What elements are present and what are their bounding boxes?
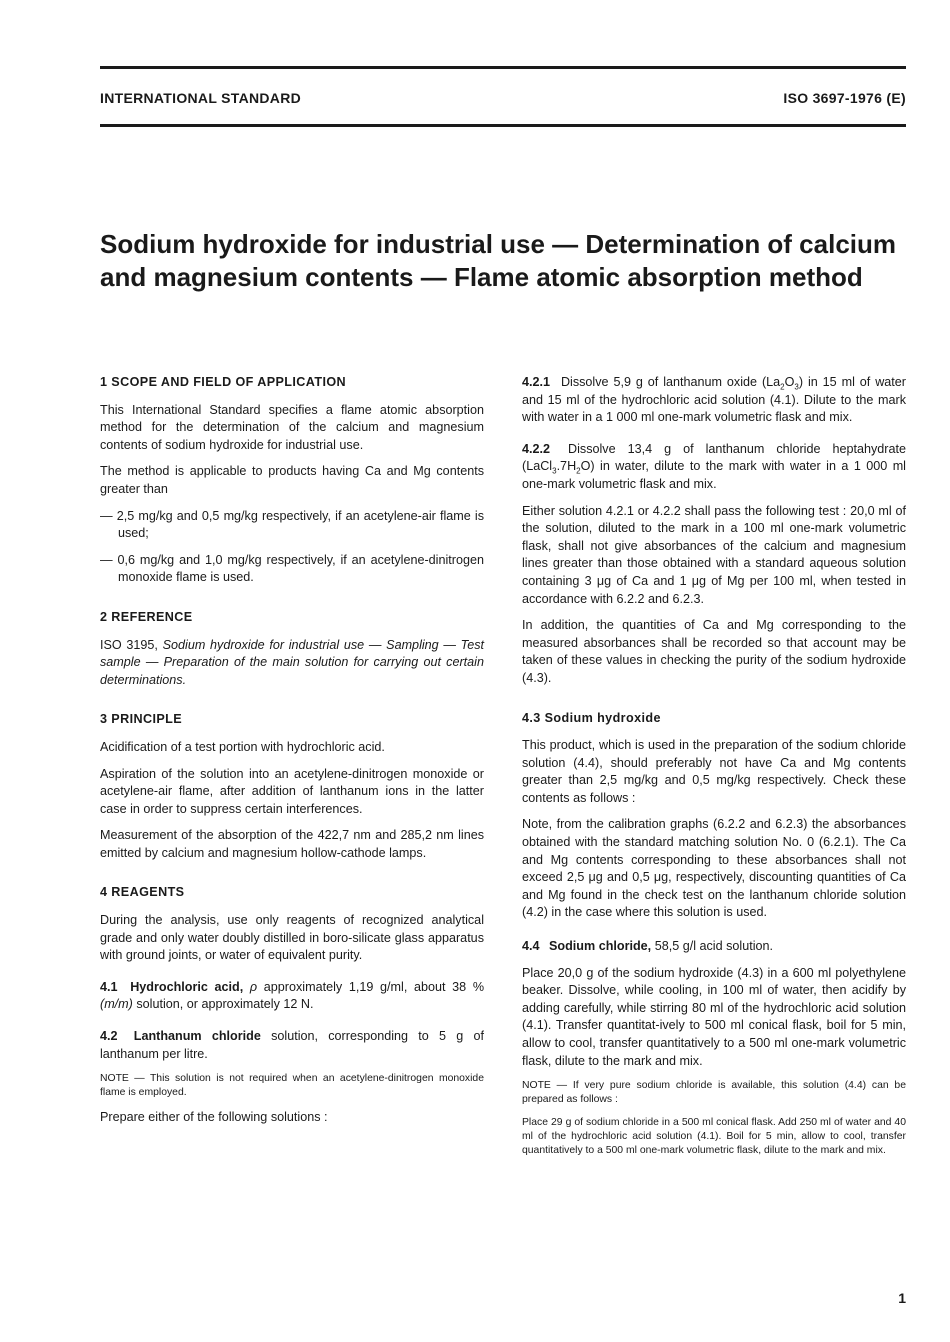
page-number: 1 [898,1290,906,1306]
left-column [100,374,484,1136]
subsection-4-2 [100,1028,484,1063]
section-1-list-item-1: — 2,5 mg/kg and 0,5 mg/kg respectively, if an acetylene-air flame is used; [100,508,484,541]
section-1-heading: 1 SCOPE AND FIELD OF APPLICATION [100,375,347,389]
header-top-rule [100,66,906,69]
subsection-4-4-name: Sodium chloride, [549,939,652,954]
subsection-4-2-2 [522,441,906,494]
section-4-paragraph-1: During the analysis, use only reagents of recognized analytical grade and only water doubly distilled in boro-silicate glass apparatus with ground joints, or water of equivalent purity. [100,913,484,963]
subsection-4-2-prepare: Prepare either of the following solutions : [100,1110,328,1125]
subsection-4-2-1 [522,374,906,427]
subsection-4-2-number: 4.2 [100,1029,118,1044]
subsection-4-2-name: Lanthanum chloride [133,1029,261,1044]
subsection-4-2-1-text-c: ) in 15 ml of water and 15 ml of the hydrochloric acid solution (4.1). Dilute to the mark with water in a 1 000 ml one-mark volumetric flask and mix. [522,375,906,425]
formula-subscript: 3 [794,382,799,392]
subsection-4-4-number: 4.4 [522,939,540,954]
section-3-paragraph-1: Acidification of a test portion with hydrochloric acid. [100,739,385,754]
subsection-4-3-paragraph-1: This product, which is used in the preparation of the sodium chloride solution (4.4), should preferably not have Ca and Mg contents greater than 2,5 mg/kg and 0,5 mg/kg respectively. Check these contents as follows : [522,738,906,805]
subsection-4-2-2-text-c: O) in water, dilute to the mark with water in a 1 000 ml one-mark volumetric flask and mix. [522,459,906,491]
subsection-4-4-paragraph-1: Place 20,0 g of the sodium hydroxide (4.3) in a 600 ml polyethylene beaker. Dissolve, while cooling, in 100 ml of water, then acidify by adding carefully, while stirring 80 ml of the hydrochloric acid solution (4.1). Transfer quantitat-ively to 500 ml conical flask, boil for 5 min, allow to cool, transfer quantitatively to a 500 ml one-mark volumetric flask, dilute to the mark and mix. [522,965,906,1068]
section-4-heading: 4 REAGENTS [100,885,185,900]
subsection-4-4-note-1: NOTE — If very pure sodium chloride is available, this solution (4.4) can be prepared as follows : [522,1080,906,1106]
formula-subscript: 2 [780,382,785,392]
right-column [522,374,906,1167]
section-3-heading: 3 PRINCIPLE [100,712,183,727]
subsection-4-2-1-number: 4.2.1 [522,375,551,389]
section-1-list-item-2: — 0,6 mg/kg and 1,0 mg/kg respectively, if an acetylene-dinitrogen monoxide flame is used. [100,552,484,585]
density-symbol: ρ [249,979,258,994]
test-paragraph: Either solution 4.2.1 or 4.2.2 shall pass the following test : 20,0 ml of the solution, diluted to the mark in a 100 ml one-mark volumetric flask, shall not give absorbances of the calcium and magnesium lines greater than those obtained with a standard aqueous solution containing 3 μg of Ca and 1 μg of Mg per 100 ml, when tested in accordance with 6.2.2 and 6.2.3. [522,503,906,606]
reference-number: ISO 3195, [100,637,158,652]
section-1-paragraph-1: This International Standard specifies a flame atomic absorption method for the determination of the calcium and magnesium contents of sodium hydroxide for industrial use. [100,402,484,452]
section-1-paragraph-2: The method is applicable to products having Ca and Mg contents greater than [100,464,484,496]
subsection-4-3-heading: 4.3 Sodium hydroxide [522,710,661,725]
reference-title: Sodium hydroxide for industrial use — Sampling — Test sample — Preparation of the main solution for carrying out certain determinations. [100,637,485,687]
header-standard-number: ISO 3697-1976 (E) [783,90,906,106]
subsection-4-4-note-2: Place 29 g of sodium chloride in a 500 ml conical flask. Add 250 ml of water and 40 ml of the hydrochloric acid solution (4.1). Boil for 5 min, allow to cool, transfer quantitatively to a 500 ml one-mark volumetric flask, dilute to the mark and mix. [522,1117,906,1157]
section-3-paragraph-3: Measurement of the absorption of the 422,7 nm and 285,2 nm lines emitted by calcium and magnesium hollow-cathode lamps. [100,828,484,860]
subsection-4-1-end: solution, or approximately 12 N. [136,997,314,1012]
subsection-4-2-1-text-a: Dissolve 5,9 g of lanthanum oxide (La [560,375,781,389]
subsection-4-4 [522,938,906,956]
subsection-4-1-text: approximately 1,19 g/ml, about 38 % [263,979,485,994]
formula-subscript: 3 [552,466,557,476]
subsection-4-4-text: 58,5 g/l acid solution. [654,939,774,954]
section-2-reference [100,637,484,690]
formula-subscript: 2 [576,466,581,476]
header-bottom-rule [100,124,906,127]
subsection-4-2-text: solution, corresponding to 5 g of lanthanum per litre. [100,1029,485,1061]
document-title: Sodium hydroxide for industrial use — Determination of calcium and magnesium contents — Flame atomic absorption method [100,229,897,292]
section-3-paragraph-2: Aspiration of the solution into an acetylene-dinitrogen monoxide or acetylene-air flame, after addition of lanthanum ions in the latter case in order to suppress certain interferences. [100,766,484,816]
subsection-4-2-2-number: 4.2.2 [522,441,551,456]
mass-fraction-unit: (m/m) [100,997,133,1012]
subsection-4-2-2-text-b: .7H [556,459,577,474]
subsection-4-2-1-text-b: O [784,375,795,389]
header-standard-label: INTERNATIONAL STANDARD [100,90,302,106]
subsection-4-2-2-text-a: Dissolve 13,4 g of lanthanum chloride heptahydrate (LaCl [522,441,906,474]
subsection-4-3-paragraph-2: Note, from the calibration graphs (6.2.2 and 6.2.3) the absorbances obtained with the standard matching solution No. 0 (6.2.1). The Ca and Mg contents corresponding to these absorbances shall not exceed 2,5 μg and 0,5 μg, respectively, discounting quantities of Ca and Mg found in the check test on the lanthanum chloride solution (4.2) in the case where this solution is used. [522,817,906,920]
subsection-4-1 [100,979,484,1014]
subsection-4-1-number: 4.1 [100,979,118,994]
subsection-4-2-note: NOTE — This solution is not required when an acetylene-dinitrogen monoxide flame is employed. [100,1073,484,1099]
subsection-4-1-name: Hydrochloric acid, [130,979,244,994]
section-2-heading: 2 REFERENCE [100,609,193,624]
addition-paragraph: In addition, the quantities of Ca and Mg corresponding to the measured absorbances shall be recorded so that account may be taken of these values in checking the purity of the sodium hydroxide (4.3). [522,618,906,685]
